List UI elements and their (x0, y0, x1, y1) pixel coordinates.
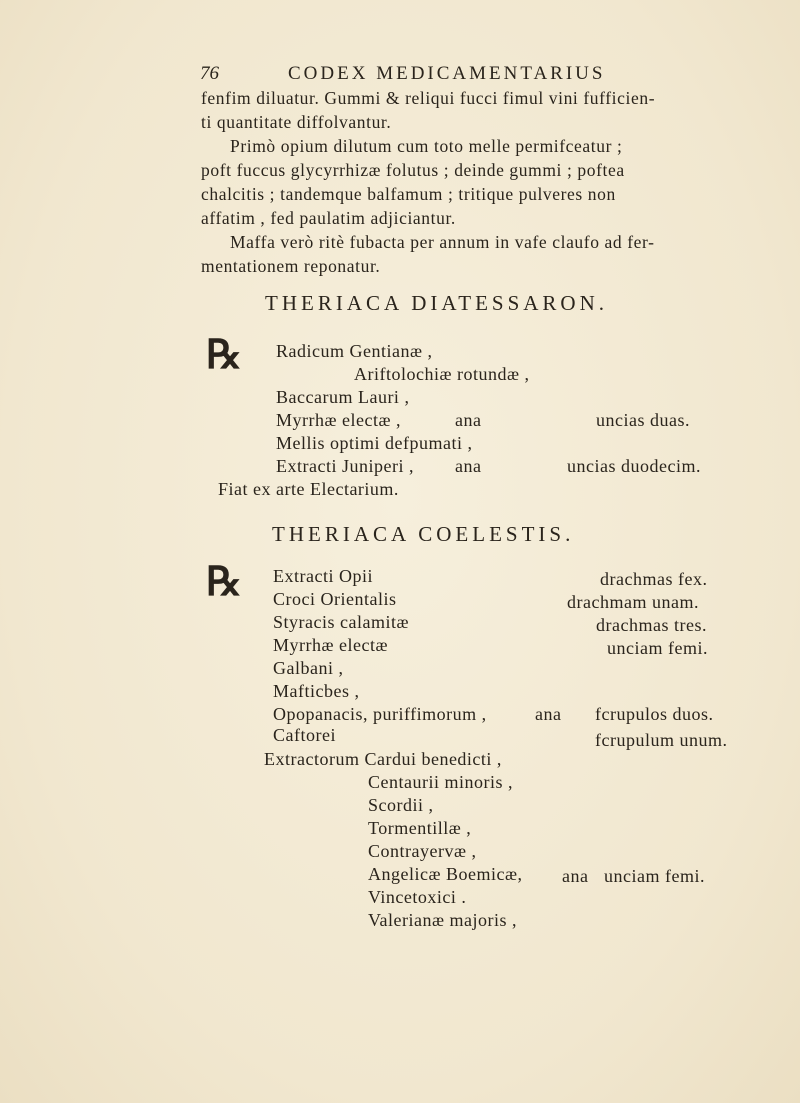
ingredient-line: Opopanacis, puriffimorum , (273, 704, 487, 724)
ingredient-line: Radicum Gentianæ , (276, 341, 433, 361)
ana-label: ana (455, 410, 482, 430)
ingredient-line: Myrrhæ electæ (273, 635, 388, 655)
ingredient-line: Angelicæ Boemicæ, (368, 864, 523, 884)
page-number: 76 (200, 63, 219, 84)
dose-text: drachmas fex. (600, 569, 708, 589)
recipe-title: THERIACA DIATESSARON. (265, 291, 609, 315)
running-title: CODEX MEDICAMENTARIUS (288, 63, 606, 84)
text-line: ti quantitate diffolvantur. (201, 112, 392, 132)
text-line: chalcitis ; tandemque balfamum ; tritique pulveres non (201, 184, 616, 204)
ana-label: ana (562, 866, 589, 886)
ana-label: ana (455, 456, 482, 476)
dose-text: uncias duas. (596, 410, 690, 430)
ingredient-line: Baccarum Lauri , (276, 387, 410, 407)
ingredient-line: Scordii , (368, 795, 434, 815)
rx-icon: ℞ (206, 331, 242, 378)
dose-text: drachmas tres. (596, 615, 707, 635)
text-line: Maffa verò ritè fubacta per annum in vafe claufo ad fer- (230, 232, 655, 252)
ingredient-line: Valerianæ majoris , (368, 910, 517, 930)
text-line: Primò opium dilutum cum toto melle permifceatur ; (230, 136, 623, 156)
ingredient-line: Mellis optimi defpumati , (276, 433, 473, 453)
ingredient-line: Ariftolochiæ rotundæ , (354, 364, 530, 384)
ingredient-line: Extracti Opii (273, 566, 373, 586)
ingredient-line: Tormentillæ , (368, 818, 472, 838)
ingredient-line: Extractorum Cardui benedicti , (264, 749, 502, 769)
text-line: mentationem reponatur. (201, 256, 381, 276)
dose-text: fcrupulum unum. (595, 730, 728, 750)
ingredient-line: Caftorei (273, 725, 336, 745)
ingredient-line: Myrrhæ electæ , (276, 410, 401, 430)
dose-text: drachmam unam. (567, 592, 699, 612)
dose-text: uncias duodecim. (567, 456, 701, 476)
rx-icon: ℞ (206, 558, 242, 605)
text-line: fenfim diluatur. Gummi & reliqui fucci fimul vini fufficien- (201, 88, 656, 108)
ingredient-line: Contrayervæ , (368, 841, 477, 861)
dose-text: fcrupulos duos. (595, 704, 714, 724)
ingredient-line: Croci Orientalis (273, 589, 397, 609)
ingredient-line: Fiat ex arte Electarium. (218, 479, 399, 499)
text-line: affatim , fed paulatim adjiciantur. (201, 208, 456, 228)
ingredient-line: Styracis calamitæ (273, 612, 409, 632)
ana-label: ana (535, 704, 562, 724)
dose-text: unciam femi. (604, 866, 705, 886)
recipe-title: THERIACA COELESTIS. (272, 522, 575, 546)
ingredient-line: Galbani , (273, 658, 344, 678)
text-line: poft fuccus glycyrrhizæ folutus ; deinde gummi ; poftea (201, 160, 625, 180)
ingredient-line: Vincetoxici . (368, 887, 467, 907)
ingredient-line: Centaurii minoris , (368, 772, 513, 792)
ingredient-line: Extracti Juniperi , (276, 456, 414, 476)
ingredient-line: Mafticbes , (273, 681, 360, 701)
dose-text: unciam femi. (607, 638, 708, 658)
